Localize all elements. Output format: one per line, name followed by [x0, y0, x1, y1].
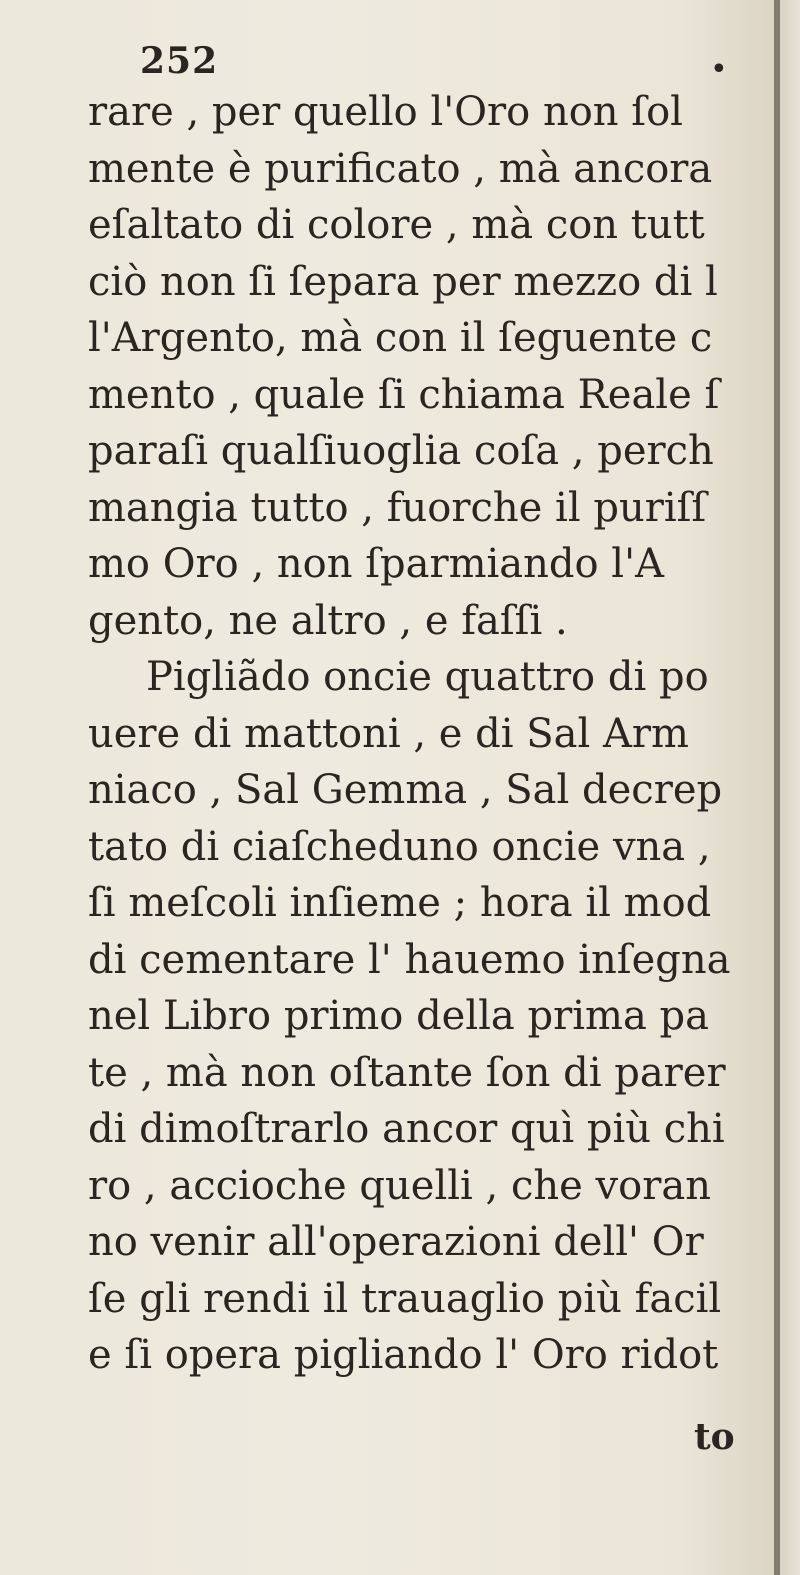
text-line: ſi meſcoli inſieme ; hora il mod: [88, 880, 712, 926]
adjacent-page-edge: [780, 0, 800, 1575]
text-line: rare , per quello l'Oro non ſol: [88, 89, 683, 135]
page-number: 252: [140, 40, 219, 82]
text-line: di dimoſtrarlo ancor quì più chi: [88, 1106, 725, 1152]
paragraph-start-line: Pigliãdo oncie quattro di po: [146, 654, 709, 700]
catchword: to: [694, 1416, 735, 1458]
ink-mark: •: [710, 52, 728, 87]
text-line: ro , accioche quelli , che voran: [88, 1162, 711, 1209]
text-line: nel Libro primo della prima pa: [88, 993, 709, 1039]
text-line: mangia tutto , fuorche il puriſſ: [88, 484, 707, 531]
text-line: l'Argento, mà con il ſeguente c: [88, 315, 713, 361]
text-line: paraſi qualſiuoglia coſa , perch: [88, 428, 714, 474]
text-line: di cementare l' hauemo inſegna: [88, 936, 731, 983]
text-line: gento, ne altro , e faſſi .: [88, 597, 568, 644]
text-line: niaco , Sal Gemma , Sal decrep: [88, 767, 723, 813]
text-line: eſaltato di colore , mà con tutt: [88, 202, 705, 248]
text-line: ciò non ſi ſepara per mezzo di l: [88, 258, 718, 305]
text-line: uere di mattoni , e di Sal Arm: [88, 710, 689, 757]
text-line: ſe gli rendi il trauaglio più facil: [88, 1275, 722, 1322]
text-line: e ſi opera pigliando l' Oro ridot: [88, 1332, 719, 1378]
text-line: mente è purificato , mà ancora: [88, 145, 713, 192]
text-line: mento , quale ſi chiama Reale ſ: [88, 371, 720, 418]
text-line: mo Oro , non ſparmiando l'A: [88, 541, 664, 587]
text-line: te , mà non oſtante ſon di parer: [88, 1049, 726, 1096]
text-line: no venir all'operazioni dell' Or: [88, 1219, 704, 1265]
text-line: tato di ciaſcheduno oncie vna ,: [88, 823, 711, 870]
body-text: [88, 84, 780, 1424]
